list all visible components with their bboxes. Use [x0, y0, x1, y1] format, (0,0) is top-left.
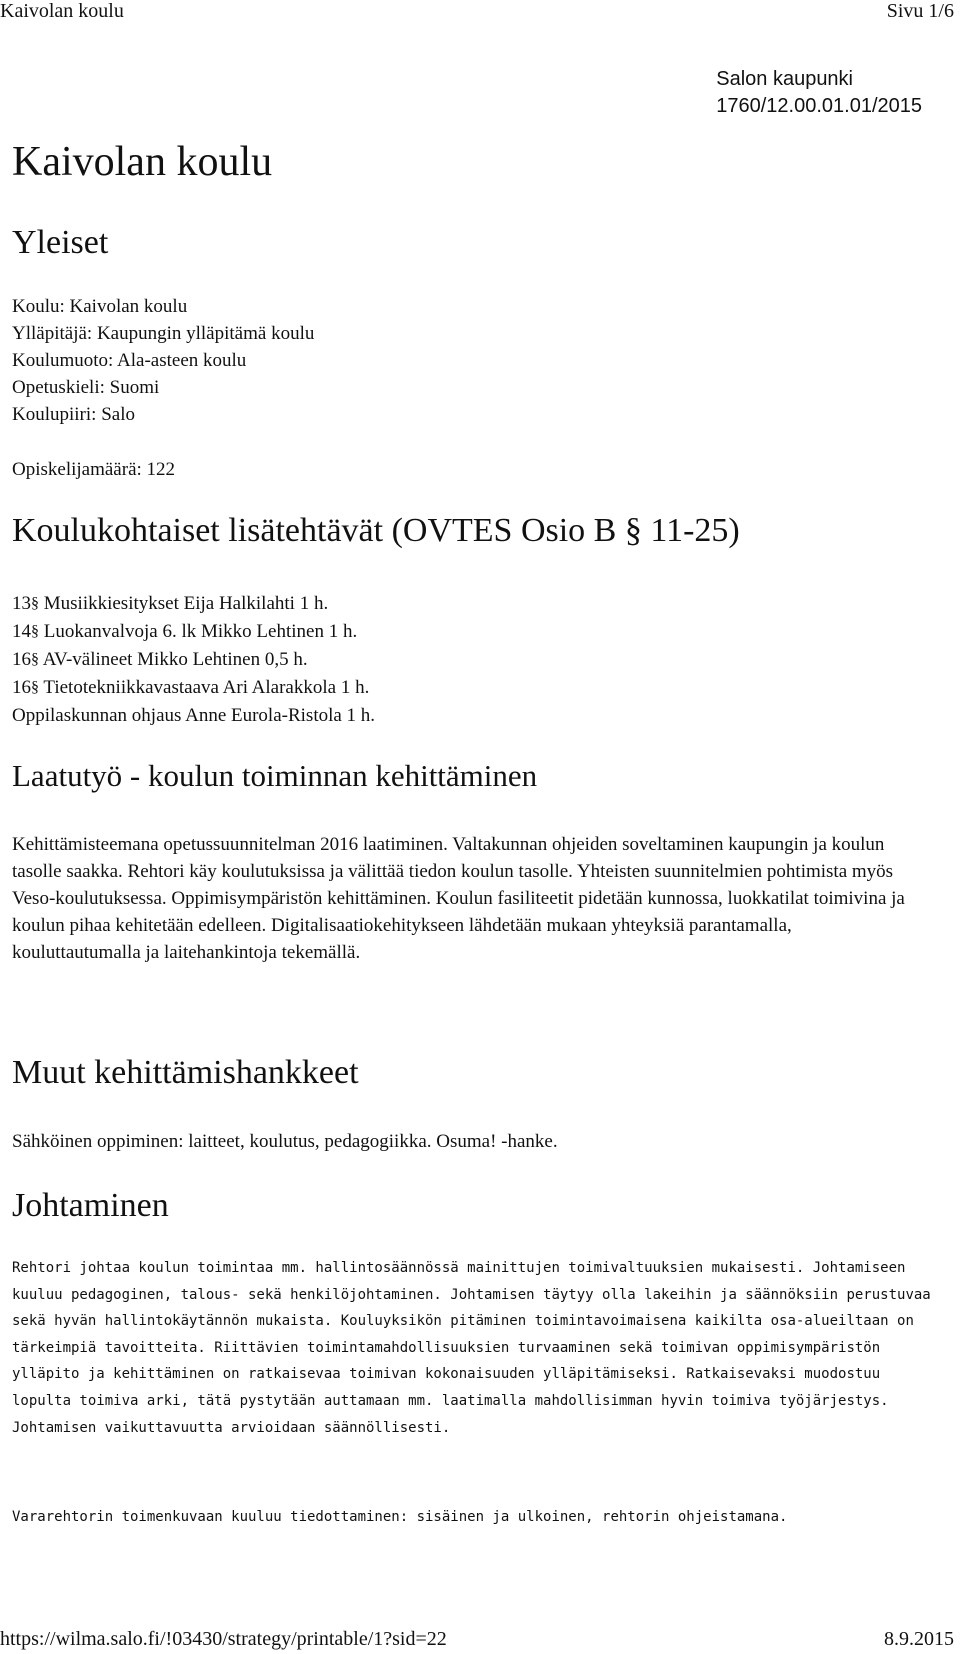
deputy-principal-text: Vararehtorin toimenkuvaan kuuluu tiedottaminen: sisäinen ja ulkoinen, rehtorin ohjeistamana.: [12, 1509, 788, 1525]
heading-leadership: Johtaminen: [12, 1187, 169, 1224]
section-sign: §: [31, 679, 39, 696]
footer-url: https://wilma.salo.fi/!03430/strategy/printable/1?sid=22: [0, 1628, 447, 1650]
list-item: Oppilaskunnan ohjaus Anne Eurola-Ristola 1 h.: [12, 705, 376, 726]
info-school: Koulu: Kaivolan koulu: [12, 296, 188, 317]
info-district: Koulupiiri: Salo: [12, 404, 135, 425]
general-info-list: [12, 293, 314, 428]
section-sign: §: [624, 512, 642, 549]
page-header-title: Kaivolan koulu: [0, 0, 124, 22]
section-sign: §: [31, 595, 39, 612]
heading-extra-tasks: [12, 510, 740, 552]
quality-work-text: Kehittämisteemana opetussuunnitelman 2016 laatiminen. Valtakunnan ohjeiden soveltaminen kaupungin ja koulun tasolle saakka. Rehtori käy koulutuksissa ja välittää tiedon koulun tasolle. Yhteisten suunnitelmien pohtimista myös Veso-koulutuksessa. Oppimisympäristön kehittäminen. Koulun fasiliteetit pidetään kunnossa, luokkatilat toimivina ja koulun pihaa kehitetään edelleen. Digitalisaatiokehitykseen lähdetään mukaan yhteyksiä parantamalla, kouluttautumalla ja laitehankintoja tekemällä.: [12, 834, 905, 963]
heading-quality-work: Laatutyö - koulun toiminnan kehittäminen: [12, 758, 538, 793]
info-maintainer: Ylläpitäjä: Kaupungin ylläpitämä koulu: [12, 323, 315, 344]
list-item: 14§ Luokanvalvoja 6. lk Mikko Lehtinen 1 h.: [12, 618, 375, 646]
heading-extra-tasks-part1: Koulukohtaiset lisätehtävät (OVTES Osio B: [12, 512, 625, 549]
section-sign: §: [31, 651, 39, 668]
list-item: 16§ AV-välineet Mikko Lehtinen 0,5 h.: [12, 646, 375, 674]
page-title: Kaivolan koulu: [12, 139, 273, 185]
student-count-block: [12, 456, 175, 483]
heading-other-projects: Muut kehittämishankkeet: [12, 1054, 359, 1091]
organization-block: [716, 66, 922, 120]
info-language: Opetuskieli: Suomi: [12, 377, 160, 398]
section-sign: §: [31, 623, 39, 640]
heading-general: Yleiset: [12, 224, 109, 261]
info-school-type: Koulumuoto: Ala-asteen koulu: [12, 350, 247, 371]
other-projects-text: Sähköinen oppiminen: laitteet, koulutus, pedagogiikka. Osuma! -hanke.: [12, 1131, 558, 1152]
organization-name: Salon kaupunki: [716, 68, 854, 90]
document-code: 1760/12.00.01.01/2015: [716, 95, 922, 117]
list-item: 16§ Tietotekniikkavastaava Ari Alarakkola 1 h.: [12, 674, 375, 702]
heading-extra-tasks-part2: 11-25): [641, 512, 740, 549]
footer-date: 8.9.2015: [884, 1628, 954, 1650]
list-item: 13§ Musiikkiesitykset Eija Halkilahti 1 h.: [12, 590, 375, 618]
leadership-text: Rehtori johtaa koulun toimintaa mm. hallintosäännössä mainittujen toimivaltuuksien mukaisesti. Johtamiseen kuuluu pedagoginen, talous- sekä henkilöjohtaminen. Johtamisen täytyy olla lakeihin ja säännöksiin perustuvaa sekä hyvän hallintokäytännön mukaista. Kouluyksikön pitäminen toimintavoimaisena kaikilta osa-alueiltaan on tärkeimpiä tavoitteita. Riittävien toimintamahdollisuuksien turvaaminen sekä toimivan oppimisympäristön ylläpito ja kehittäminen on ratkaisevaa toimivan kokonaisuuden ylläpitämiseksi. Ratkaisevaksi muodostuu lopulta toimiva arki, tätä pystytään auttamaan mm. laatimalla mahdollisimman hyvin toimiva työjärjestys. Johtamisen vaikuttavuutta arvioidaan säännöllisesti.: [12, 1260, 931, 1436]
page-number: Sivu 1/6: [886, 0, 954, 22]
student-count: Opiskelijamäärä: 122: [12, 459, 176, 480]
extra-tasks-list: [12, 590, 375, 729]
